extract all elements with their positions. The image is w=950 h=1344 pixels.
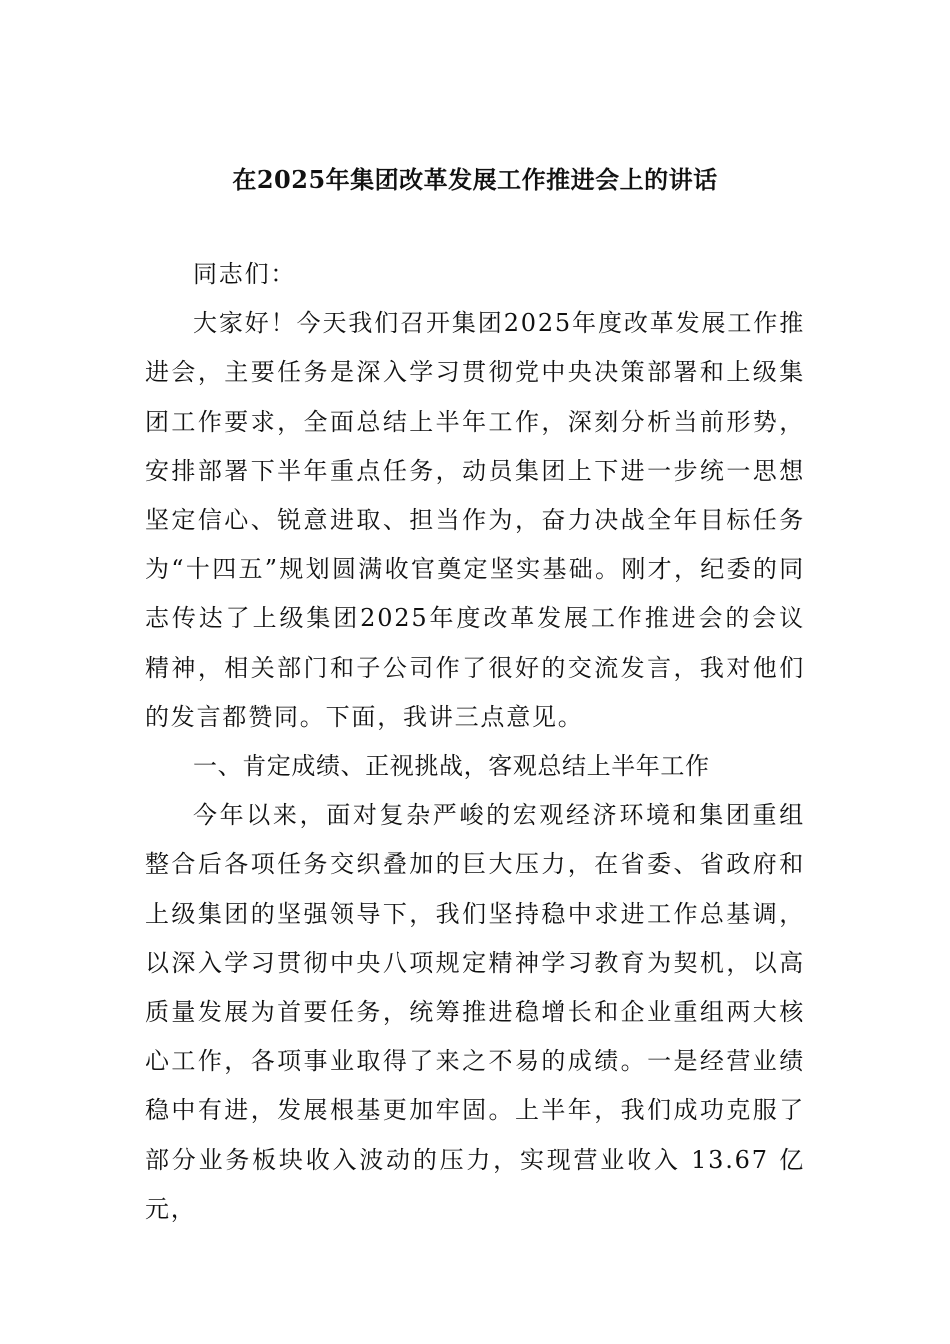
document-title: 在2025年集团改革发展工作推进会上的讲话 xyxy=(232,165,718,194)
salutation: 同志们： xyxy=(193,260,297,288)
section-paragraph: 今年以来，面对复杂严峻的宏观经济环境和集团重组整合后各项任务交织叠加的巨大压力，在省委、省政府和上级集团的坚强领导下，我们坚持稳中求进工作总基调，以深入学习贯彻中央八项规定精神学习教育为契机，以高质量发展为首要任务，统筹推进稳增长和企业重组两大核心工作，各项事业取得了来之不易的成绩。一是经营业绩稳中有进，发展根基更加牢固。上半年，我们成功克服了部分业务板块收入波动的压力，实现营业收入 13.67 亿元， xyxy=(145,801,805,1223)
document-body xyxy=(145,250,805,1234)
opening-paragraph: 大家好！今天我们召开集团2025年度改革发展工作推进会，主要任务是深入学习贯彻党中央决策部署和上级集团工作要求，全面总结上半年工作，深刻分析当前形势，安排部署下半年重点任务，动员集团上下进一步统一思想坚定信心、锐意进取、担当作为，奋力决战全年目标任务为“十四五”规划圆满收官奠定坚实基础。刚才，纪委的同志传达了上级集团2025年度改革发展工作推进会的会议精神，相关部门和子公司作了很好的交流发言，我对他们的发言都赞同。下面，我讲三点意见。 xyxy=(145,309,805,731)
section-heading: 一、肯定成绩、正视挑战，客观总结上半年工作 xyxy=(193,752,710,781)
